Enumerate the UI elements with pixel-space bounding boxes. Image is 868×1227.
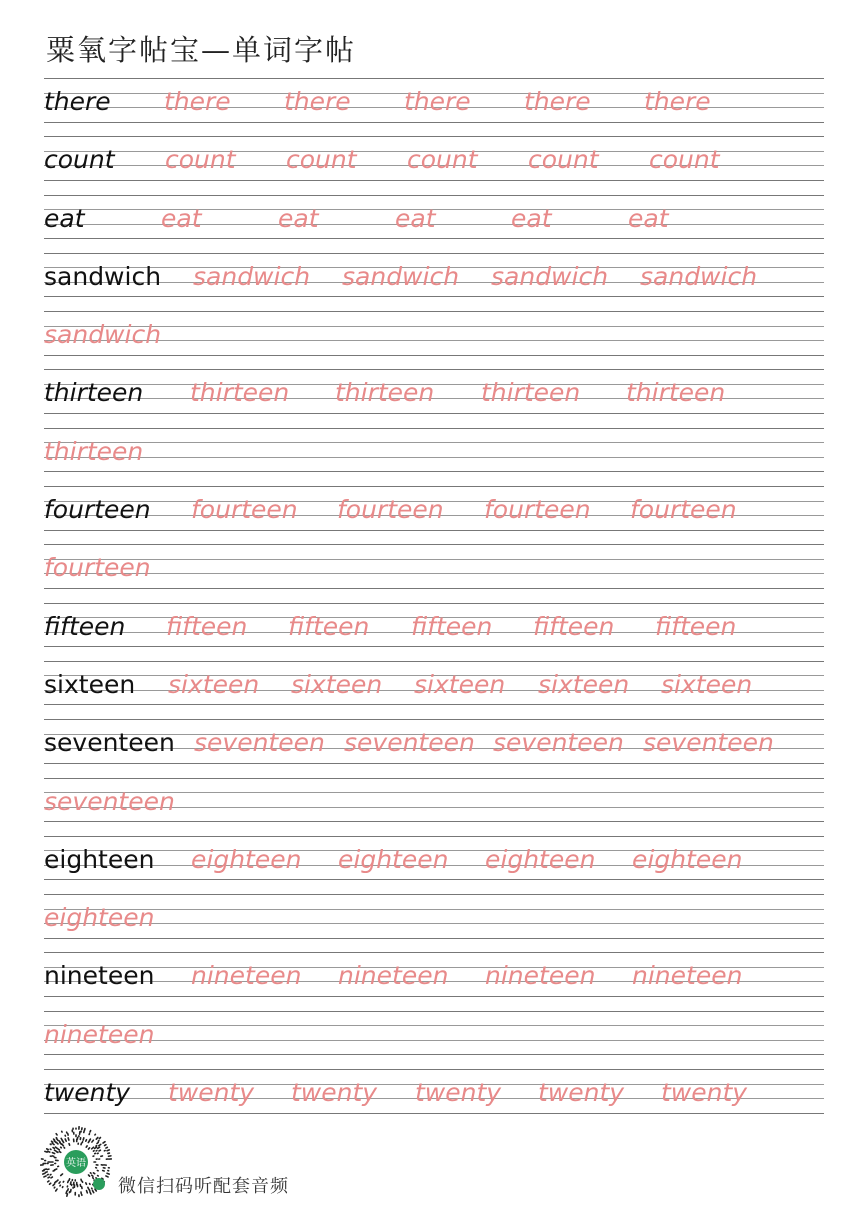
- trace-word: fourteen: [630, 495, 737, 525]
- trace-word: seventeen: [194, 728, 325, 758]
- trace-word: twenty: [538, 1078, 625, 1108]
- trace-word: sandwich: [193, 261, 311, 291]
- qr-dot: [65, 1139, 66, 1141]
- qr-dot: [107, 1173, 109, 1174]
- row-words: [44, 724, 824, 762]
- qr-caption: 微信扫码听配套音频: [118, 1176, 289, 1197]
- trace-word: nineteen: [632, 961, 743, 991]
- practice-row: [44, 1069, 824, 1127]
- trace-word: there: [644, 87, 711, 116]
- qr-dot: [56, 1189, 57, 1191]
- row-words: [44, 1016, 824, 1054]
- guide-line: [44, 78, 824, 79]
- practice-row: [44, 778, 824, 836]
- qr-dot: [45, 1151, 47, 1152]
- row-words: [44, 200, 824, 238]
- trace-word: sixteen: [538, 669, 630, 699]
- row-words: [44, 316, 824, 354]
- guide-line: [44, 879, 824, 880]
- guide-line: [44, 428, 824, 429]
- guide-line: [44, 195, 824, 196]
- trace-word: there: [404, 87, 471, 116]
- trace-word: sandwich: [491, 261, 609, 291]
- row-words: [44, 491, 824, 529]
- qr-dot: [103, 1142, 105, 1143]
- trace-word: there: [164, 87, 231, 116]
- practice-row: [44, 486, 824, 544]
- trace-word: seventeen: [344, 728, 475, 758]
- trace-word: nineteen: [44, 1019, 155, 1049]
- model-word: nineteen: [44, 961, 155, 991]
- trace-word: thirteen: [481, 378, 581, 408]
- row-words: [44, 783, 824, 821]
- practice-row: [44, 311, 824, 369]
- trace-word: fifteen: [533, 611, 615, 641]
- trace-word: eighteen: [191, 844, 302, 874]
- guide-line: [44, 369, 824, 370]
- qr-dot: [56, 1134, 57, 1135]
- row-words: [44, 608, 824, 646]
- trace-word: eat: [278, 203, 319, 233]
- practice-row: [44, 719, 824, 777]
- model-word: count: [44, 145, 115, 175]
- guide-line: [44, 238, 824, 239]
- model-word: twenty: [44, 1078, 131, 1108]
- qr-dot: [47, 1149, 48, 1150]
- practice-row: [44, 195, 824, 253]
- qr-dot: [99, 1138, 100, 1139]
- trace-word: eighteen: [44, 903, 155, 933]
- qr-dot: [93, 1191, 94, 1193]
- model-word: fifteen: [44, 611, 126, 641]
- qr-dot: [67, 1194, 68, 1196]
- guide-line: [44, 1069, 824, 1070]
- qr-dot: [53, 1170, 54, 1171]
- model-word: thirteen: [44, 378, 144, 408]
- qr-dot: [90, 1131, 91, 1132]
- qr-dot: [93, 1178, 94, 1179]
- qr-dot: [56, 1152, 57, 1153]
- practice-row: [44, 836, 824, 894]
- trace-word: twenty: [415, 1078, 502, 1108]
- qr-dot: [86, 1140, 87, 1141]
- trace-word: fourteen: [191, 495, 298, 525]
- qr-dot: [43, 1173, 45, 1174]
- trace-word: nineteen: [191, 961, 302, 991]
- guide-line: [44, 122, 824, 123]
- trace-word: sandwich: [342, 261, 460, 291]
- qr-dot: [97, 1142, 98, 1143]
- guide-line: [44, 530, 824, 531]
- trace-word: sixteen: [291, 669, 383, 699]
- qr-dot: [107, 1150, 109, 1151]
- trace-word: thirteen: [335, 378, 435, 408]
- qr-dot: [61, 1147, 62, 1148]
- row-words: [44, 258, 824, 296]
- qr-dot: [86, 1183, 87, 1184]
- trace-word: sixteen: [168, 669, 260, 699]
- qr-dot: [88, 1187, 89, 1188]
- trace-word: eat: [628, 203, 669, 233]
- guide-line: [44, 952, 824, 953]
- qr-dot: [90, 1139, 91, 1140]
- guide-line: [44, 486, 824, 487]
- qr-dot: [52, 1141, 53, 1142]
- model-word: seventeen: [44, 728, 175, 758]
- practice-row: [44, 1011, 824, 1069]
- qr-dot: [106, 1176, 108, 1177]
- trace-word: twenty: [168, 1078, 255, 1108]
- qr-dot: [59, 1152, 60, 1153]
- row-words: [44, 957, 824, 995]
- trace-word: thirteen: [44, 436, 144, 466]
- qr-dot: [48, 1177, 49, 1178]
- qr-dot: [44, 1176, 46, 1177]
- guide-line: [44, 836, 824, 837]
- qr-dot: [99, 1150, 100, 1151]
- qr-dot: [106, 1147, 107, 1148]
- guide-line: [44, 1011, 824, 1012]
- qr-dot: [89, 1190, 90, 1191]
- trace-word: eighteen: [485, 844, 596, 874]
- practice-row: [44, 544, 824, 602]
- page-title: 粟氧字帖宝—单词字帖: [46, 33, 357, 67]
- model-word: fourteen: [44, 495, 151, 525]
- qr-dot: [46, 1172, 48, 1173]
- guide-line: [44, 296, 824, 297]
- qr-dot: [98, 1147, 100, 1148]
- qr-dot: [68, 1181, 69, 1182]
- guide-line: [44, 938, 824, 939]
- guide-line: [44, 763, 824, 764]
- guide-line: [44, 180, 824, 181]
- qr-dot: [59, 1141, 60, 1142]
- guide-line: [44, 253, 824, 254]
- guide-line: [44, 471, 824, 472]
- qr-dot: [48, 1181, 49, 1182]
- guide-line: [44, 996, 824, 997]
- guide-line: [44, 646, 824, 647]
- trace-word: fourteen: [44, 553, 151, 583]
- row-words: [44, 433, 824, 471]
- trace-word: count: [286, 145, 357, 175]
- trace-word: sandwich: [640, 261, 758, 291]
- model-word: there: [44, 87, 111, 116]
- guide-line: [44, 704, 824, 705]
- guide-line: [44, 603, 824, 604]
- trace-word: twenty: [291, 1078, 378, 1108]
- model-word: sandwich: [44, 261, 162, 291]
- guide-line: [44, 1054, 824, 1055]
- trace-word: seventeen: [44, 786, 175, 816]
- qr-dot: [53, 1148, 54, 1149]
- row-words: [44, 141, 824, 179]
- trace-word: seventeen: [643, 728, 774, 758]
- row-words: [44, 841, 824, 879]
- qr-dot: [54, 1139, 55, 1140]
- trace-word: seventeen: [493, 728, 624, 758]
- qr-dot: [99, 1144, 101, 1145]
- practice-row: [44, 369, 824, 427]
- qr-dot: [92, 1175, 93, 1176]
- guide-line: [44, 355, 824, 356]
- practice-row: [44, 603, 824, 661]
- qr-dot: [95, 1147, 97, 1148]
- trace-word: thirteen: [626, 378, 726, 408]
- qr-dot: [90, 1192, 91, 1194]
- qr-dot: [105, 1145, 106, 1146]
- row-words: [44, 1074, 824, 1112]
- practice-row: [44, 136, 824, 194]
- qr-dot: [55, 1147, 57, 1148]
- qr-dot: [61, 1138, 62, 1140]
- model-word: eighteen: [44, 844, 155, 874]
- trace-word: there: [524, 87, 591, 116]
- row-words: [44, 899, 824, 937]
- qr-dot: [87, 1191, 88, 1193]
- trace-word: count: [165, 145, 236, 175]
- guide-line: [44, 544, 824, 545]
- trace-word: nineteen: [338, 961, 449, 991]
- qr-dot: [86, 1146, 87, 1147]
- trace-word: there: [284, 87, 351, 116]
- guide-line: [44, 821, 824, 822]
- qr-code-icon[interactable]: [40, 1126, 112, 1198]
- qr-dot: [88, 1175, 89, 1176]
- trace-word: fifteen: [655, 611, 737, 641]
- qr-dot: [49, 1183, 50, 1184]
- qr-dot: [69, 1179, 70, 1180]
- qr-dot: [51, 1177, 52, 1178]
- trace-word: sandwich: [44, 320, 162, 350]
- qr-dot: [58, 1149, 59, 1150]
- qr-dot: [69, 1144, 70, 1145]
- guide-line: [44, 413, 824, 414]
- practice-row: [44, 894, 824, 952]
- guide-line: [44, 894, 824, 895]
- practice-row: [44, 78, 824, 136]
- trace-word: nineteen: [485, 961, 596, 991]
- qr-dot: [95, 1189, 96, 1191]
- row-words: [44, 374, 824, 412]
- qr-dot: [93, 1173, 94, 1174]
- practice-row: [44, 253, 824, 311]
- qr-dot: [88, 1148, 89, 1149]
- trace-word: fourteen: [337, 495, 444, 525]
- qr-dot: [56, 1138, 57, 1139]
- trace-word: thirteen: [190, 378, 290, 408]
- qr-dot: [83, 1138, 84, 1140]
- trace-word: count: [528, 145, 599, 175]
- qr-dot: [54, 1150, 55, 1151]
- trace-word: count: [649, 145, 720, 175]
- qr-badge-label: 英语: [66, 1158, 86, 1169]
- qr-dot: [59, 1182, 60, 1183]
- qr-dot: [52, 1153, 54, 1154]
- model-word: eat: [44, 203, 85, 233]
- qr-dot: [70, 1182, 71, 1184]
- guide-line: [44, 588, 824, 589]
- guide-line: [44, 311, 824, 312]
- guide-line: [44, 778, 824, 779]
- practice-row: [44, 661, 824, 719]
- qr-dot: [54, 1187, 55, 1188]
- trace-word: fifteen: [166, 611, 248, 641]
- trace-word: twenty: [661, 1078, 748, 1108]
- trace-word: eat: [395, 203, 436, 233]
- qr-dot: [66, 1191, 67, 1193]
- qr-dot: [64, 1147, 65, 1148]
- trace-word: fifteen: [411, 611, 493, 641]
- practice-sheet: [44, 78, 824, 1127]
- practice-row: [44, 952, 824, 1010]
- qr-dot: [55, 1182, 56, 1183]
- trace-word: eighteen: [338, 844, 449, 874]
- bottom-rule: [44, 1113, 824, 1114]
- row-words: [44, 666, 824, 704]
- trace-word: sixteen: [661, 669, 753, 699]
- mini-program-icon: [93, 1178, 105, 1190]
- qr-dot: [98, 1141, 99, 1142]
- trace-word: fourteen: [484, 495, 591, 525]
- trace-word: eighteen: [632, 844, 743, 874]
- model-word: sixteen: [44, 669, 136, 699]
- trace-word: eat: [511, 203, 552, 233]
- row-words: [44, 83, 824, 121]
- practice-row: [44, 428, 824, 486]
- trace-word: sixteen: [414, 669, 506, 699]
- guide-line: [44, 136, 824, 137]
- guide-line: [44, 719, 824, 720]
- trace-word: eat: [161, 203, 202, 233]
- qr-dot: [44, 1169, 46, 1170]
- trace-word: count: [407, 145, 478, 175]
- guide-line: [44, 661, 824, 662]
- qr-dot: [68, 1138, 69, 1140]
- trace-word: fifteen: [288, 611, 370, 641]
- row-words: [44, 549, 824, 587]
